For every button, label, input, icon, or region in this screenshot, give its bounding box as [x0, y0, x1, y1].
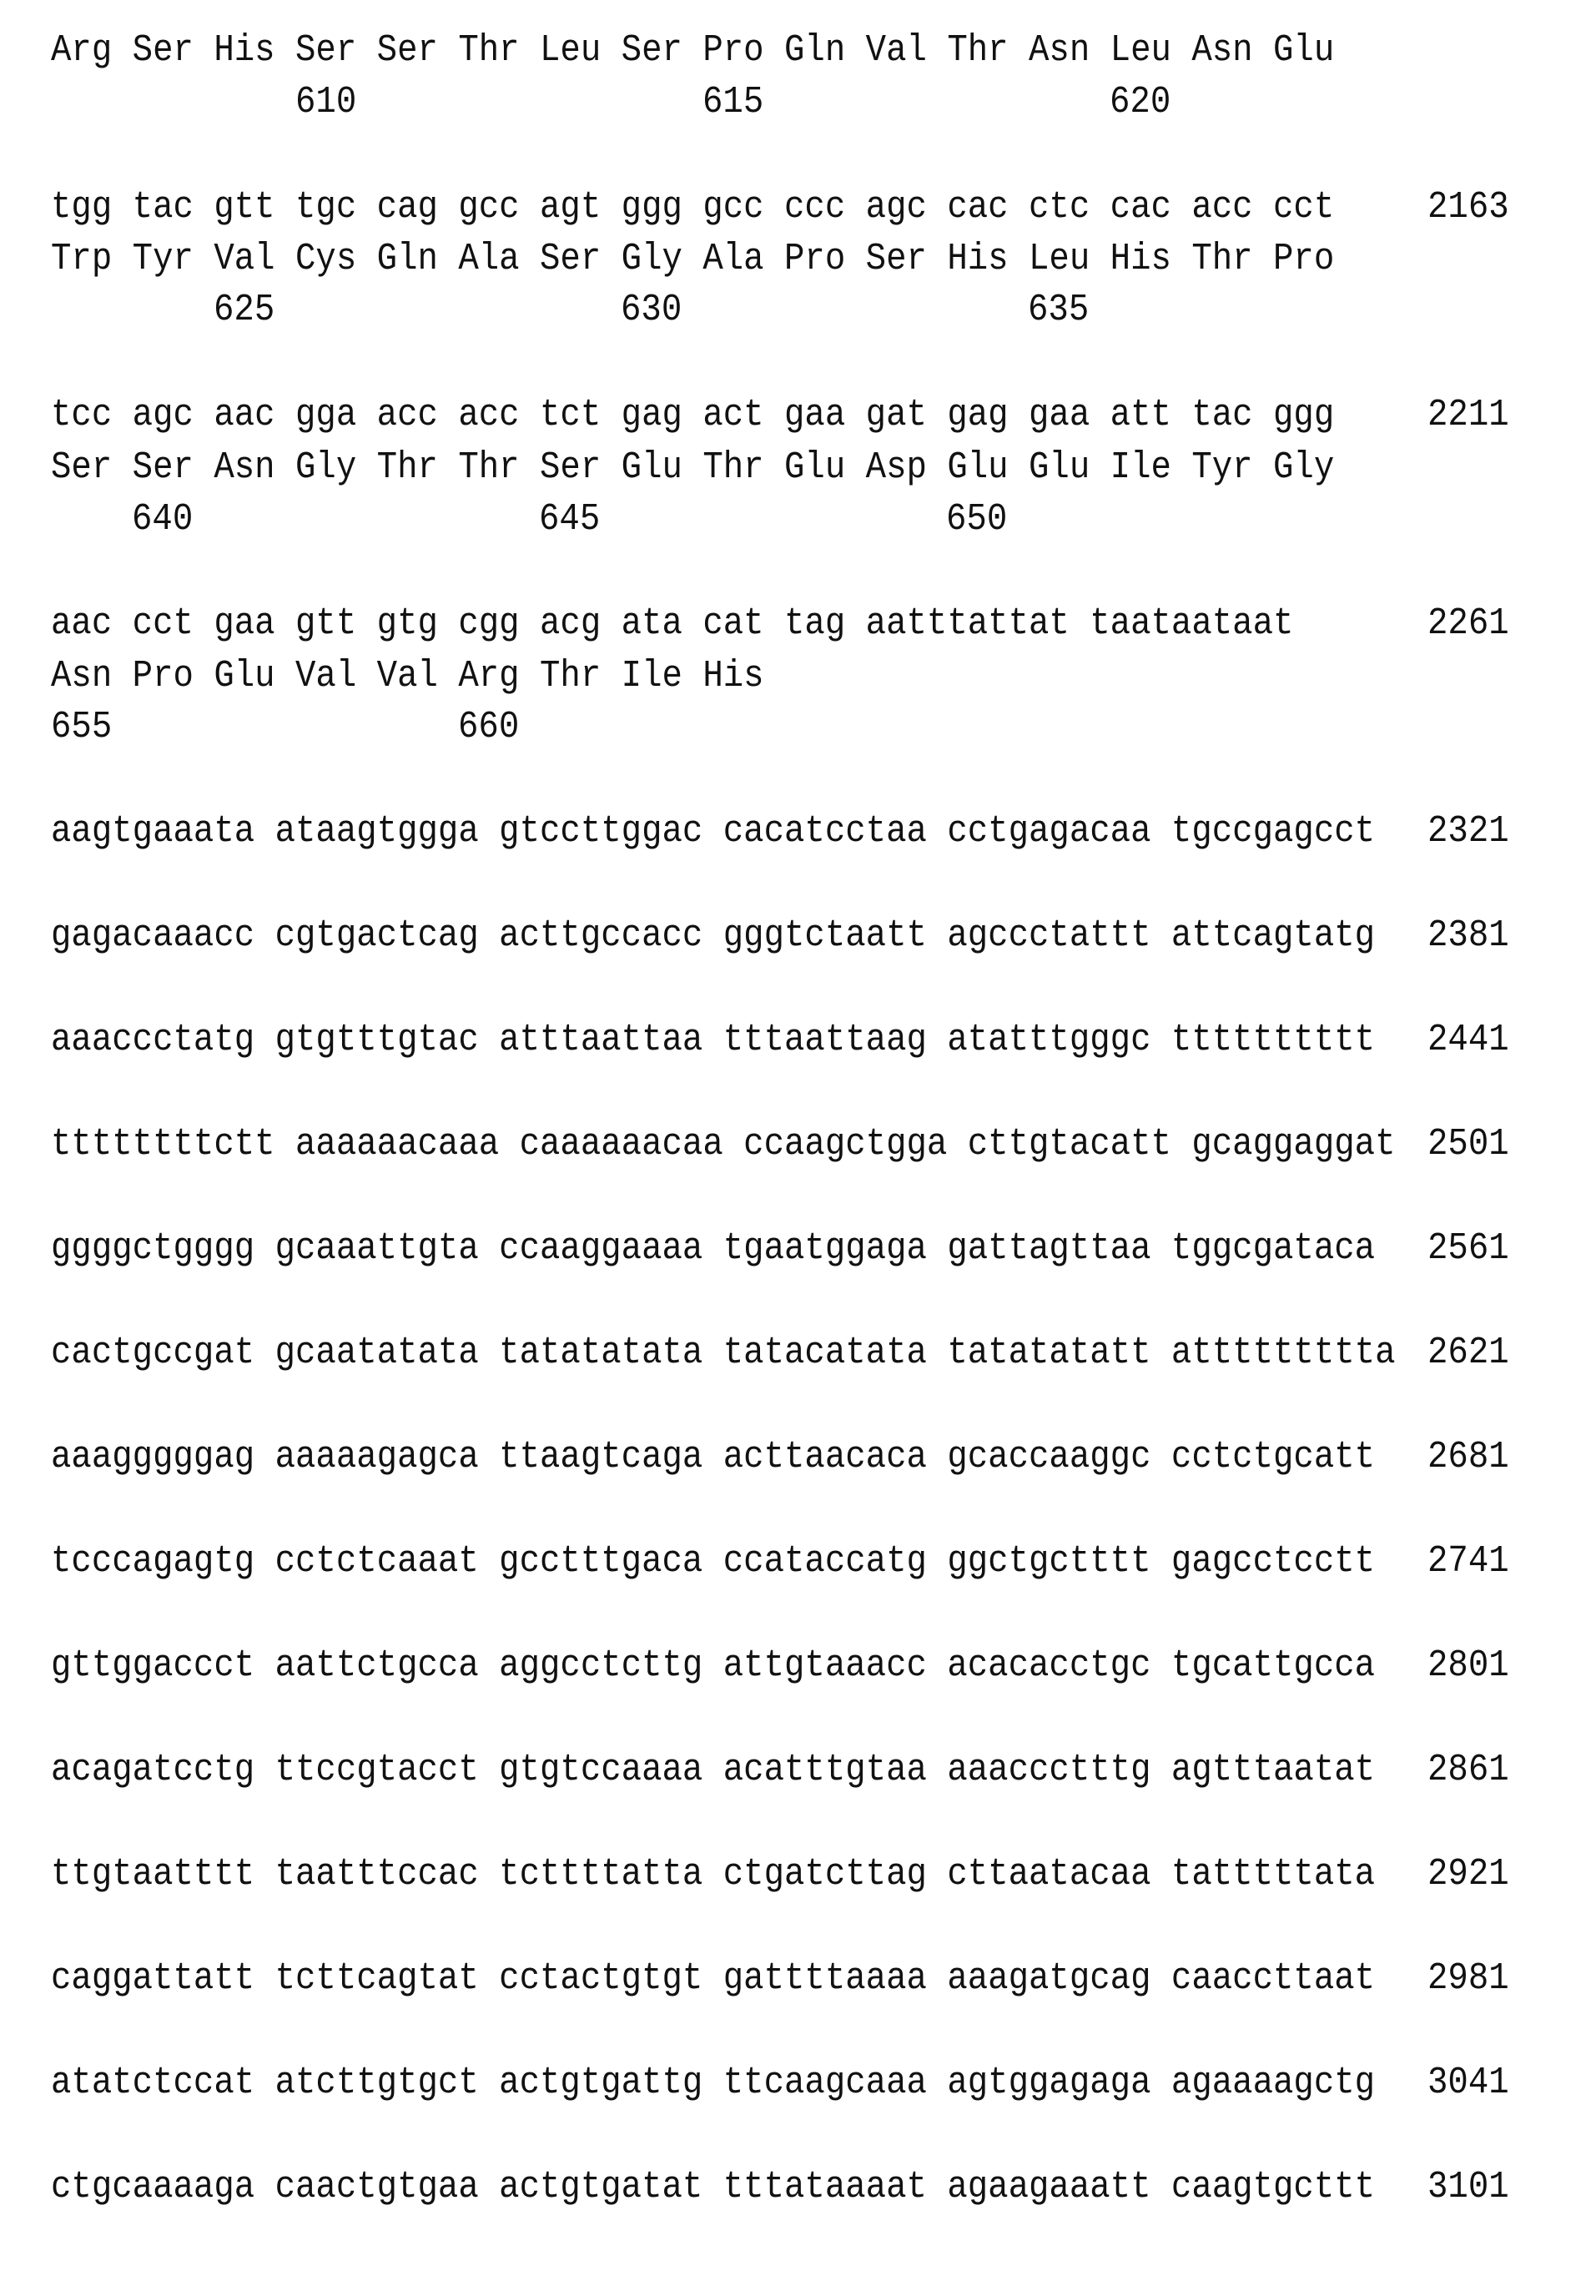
nucleotide-position: 2381	[1427, 914, 1509, 959]
dna-sequence-line: atatctccat atcttgtgct actgtgattg ttcaagcaaa agtggagaga agaaaagctg	[51, 2061, 1375, 2106]
dna-sequence-line: ggggctgggg gcaaattgta ccaaggaaaa tgaatggaga gattagttaa tggcgataca	[51, 1226, 1375, 1271]
dna-sequence-line: aac cct gaa gtt gtg cgg acg ata cat tag aatttattat taataataat	[51, 602, 1293, 647]
nucleotide-position: 2921	[1427, 1852, 1509, 1897]
residue-position: 660	[458, 705, 519, 750]
dna-sequence-line: aaaccctatg gtgtttgtac atttaattaa tttaattaag atatttgggc tttttttttt	[51, 1018, 1375, 1063]
residue-position: 630	[621, 288, 682, 333]
protein-sequence-line: Arg Ser His Ser Ser Thr Leu Ser Pro Gln Val Thr Asn Leu Asn Glu	[51, 28, 1334, 73]
dna-sequence-line: cactgccgat gcaatatata tatatatata tatacatata tatatatatt attttttttta	[51, 1331, 1396, 1376]
residue-position: 645	[539, 497, 600, 542]
nucleotide-position: 2681	[1427, 1435, 1509, 1480]
residue-position: 610	[295, 80, 356, 125]
protein-sequence-line: Trp Tyr Val Cys Gln Ala Ser Gly Ala Pro Ser His Leu His Thr Pro	[51, 237, 1334, 282]
dna-sequence-line: gttggaccct aattctgcca aggcctcttg attgtaaacc acacacctgc tgcattgcca	[51, 1644, 1375, 1689]
dna-sequence-line: ttgtaatttt taatttccac tcttttatta ctgatcttag cttaatacaa tatttttata	[51, 1852, 1375, 1897]
dna-sequence-line: tcccagagtg cctctcaaat gcctttgaca ccataccatg ggctgctttt gagcctcctt	[51, 1539, 1375, 1584]
nucleotide-position: 2981	[1427, 1956, 1509, 2001]
nucleotide-position: 2741	[1427, 1539, 1509, 1584]
nucleotide-position: 2561	[1427, 1226, 1509, 1271]
nucleotide-position: 2501	[1427, 1122, 1509, 1167]
dna-sequence-line: tgg tac gtt tgc cag gcc agt ggg gcc ccc agc cac ctc cac acc cct	[51, 185, 1334, 230]
nucleotide-position: 2801	[1427, 1644, 1509, 1689]
residue-position: 625	[214, 288, 274, 333]
dna-sequence-line: acagatcctg ttccgtacct gtgtccaaaa acatttgtaa aaaccctttg agtttaatat	[51, 1748, 1375, 1793]
residue-position: 635	[1028, 288, 1089, 333]
nucleotide-position: 2321	[1427, 809, 1509, 854]
nucleotide-position: 2163	[1427, 185, 1509, 230]
dna-sequence-line: tcc agc aac gga acc acc tct gag act gaa gat gag gaa att tac ggg	[51, 393, 1334, 438]
dna-sequence-line: ctgcaaaaga caactgtgaa actgtgatat tttataaaat agaagaaatt caagtgcttt	[51, 2165, 1375, 2210]
nucleotide-position: 2861	[1427, 1748, 1509, 1793]
dna-sequence-line: ttttttttctt aaaaaacaaa caaaaaacaa ccaagctgga cttgtacatt gcaggaggat	[51, 1122, 1396, 1167]
nucleotide-position: 2621	[1427, 1331, 1509, 1376]
protein-sequence-line: Asn Pro Glu Val Val Arg Thr Ile His	[51, 654, 764, 699]
nucleotide-position: 2211	[1427, 393, 1509, 438]
nucleotide-position: 3101	[1427, 2165, 1509, 2210]
dna-sequence-line: aaagggggag aaaaagagca ttaagtcaga acttaacaca gcaccaaggc cctctgcatt	[51, 1435, 1375, 1480]
residue-position: 655	[51, 705, 112, 750]
protein-sequence-line: Ser Ser Asn Gly Thr Thr Ser Glu Thr Glu Asp Glu Glu Ile Tyr Gly	[51, 446, 1334, 491]
residue-position: 615	[702, 80, 763, 125]
residue-position: 640	[132, 497, 193, 542]
nucleotide-position: 2261	[1427, 602, 1509, 647]
dna-sequence-line: caggattatt tcttcagtat cctactgtgt gattttaaaa aaagatgcag caaccttaat	[51, 1956, 1375, 2001]
nucleotide-position: 3041	[1427, 2061, 1509, 2106]
dna-sequence-line: gagacaaacc cgtgactcag acttgccacc gggtctaatt agccctattt attcagtatg	[51, 914, 1375, 959]
residue-position: 650	[946, 497, 1007, 542]
nucleotide-position: 2441	[1427, 1018, 1509, 1063]
residue-position: 620	[1110, 80, 1171, 125]
dna-sequence-line: aagtgaaata ataagtggga gtccttggac cacatcctaa cctgagacaa tgccgagcct	[51, 809, 1375, 854]
